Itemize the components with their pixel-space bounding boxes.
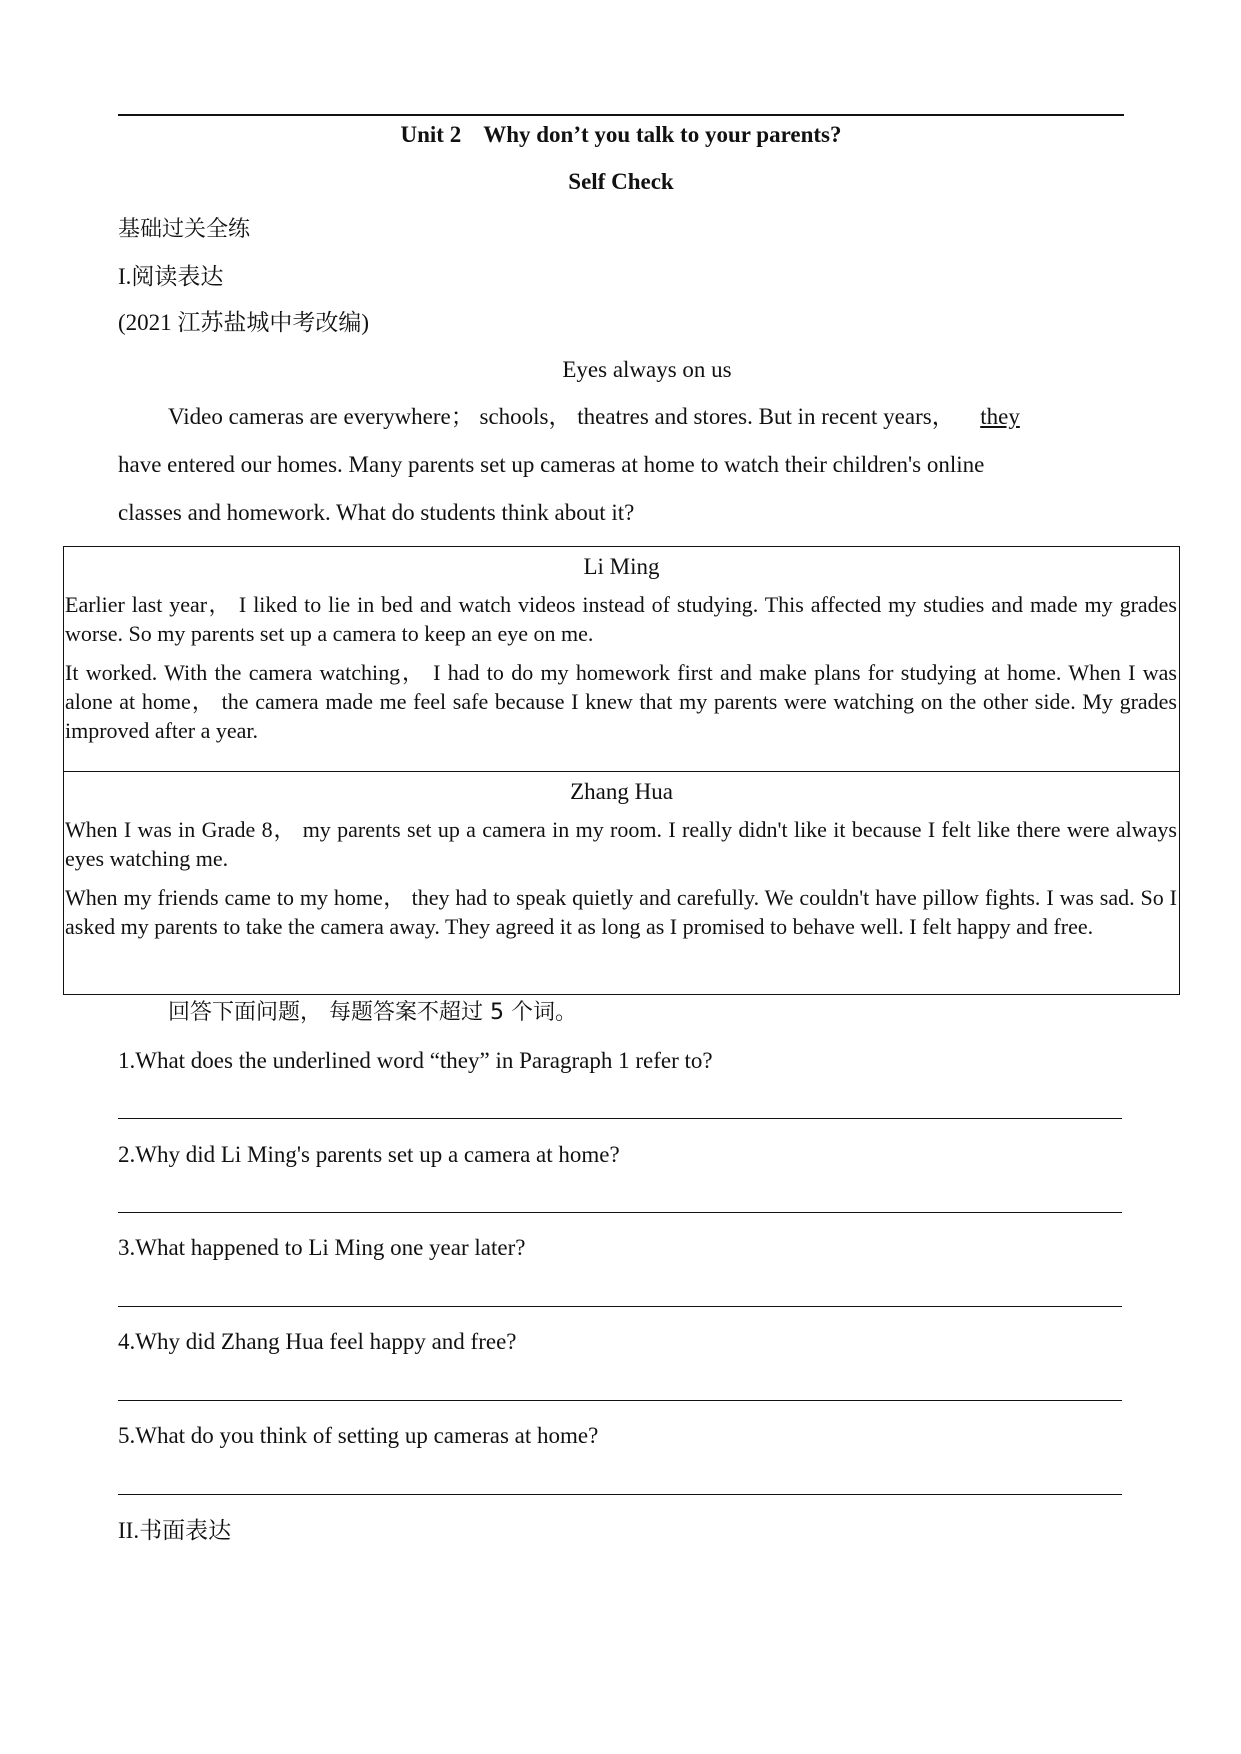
unit-number: Unit 2: [400, 122, 462, 147]
opinion-box-li-ming: [63, 546, 1180, 772]
question-3: 3.What happened to Li Ming one year later?: [118, 1235, 526, 1260]
unit-title: [118, 120, 1124, 150]
part1-label-text: I.阅读表达: [118, 264, 224, 289]
answer-line-3[interactable]: [118, 1306, 1122, 1307]
opinion-paragraph: Earlier last year， I liked to lie in bed and watch videos instead of studying. This affected my studies and made my grades worse. So my parents set up a camera to keep an eye on me.: [65, 592, 1177, 646]
question-2: 2.Why did Li Ming's parents set up a camera at home?: [118, 1142, 620, 1167]
section-label: 基础过关全练: [118, 217, 251, 242]
header-rule: [118, 114, 1124, 116]
part2-label: II.书面表达: [118, 1518, 232, 1543]
intro-text: Video cameras are everywhere； schools， theatres and stores. But in recent years，: [168, 404, 955, 429]
answer-line-4[interactable]: [118, 1400, 1122, 1401]
question-instruction: 回答下面问题， 每题答案不超过 5 个词。: [168, 1000, 577, 1025]
answer-line-2[interactable]: [118, 1212, 1122, 1213]
answer-line-5[interactable]: [118, 1494, 1122, 1495]
source-note: (2021 江苏盐城中考改编): [118, 310, 370, 335]
underlined-word-they: they: [980, 404, 1020, 429]
part1-label: [118, 262, 223, 292]
answer-line-1[interactable]: [118, 1118, 1122, 1119]
question-1: 1.What does the underlined word “they” in Paragraph 1 refer to?: [118, 1048, 713, 1073]
question-5: 5.What do you think of setting up cameras at home?: [118, 1423, 599, 1448]
section-subtitle: Self Check: [568, 169, 674, 194]
opinion-paragraph: When I was in Grade 8， my parents set up a camera in my room. I really didn't like it because I felt like there were always eyes watching me.: [65, 817, 1177, 871]
opinion-box-zhang-hua: [63, 771, 1180, 995]
passage-intro-line-2: have entered our homes. Many parents set up cameras at home to watch their children's online: [118, 452, 985, 477]
passage-title: Eyes always on us: [562, 357, 732, 382]
opinion-name: Zhang Hua: [570, 779, 673, 804]
passage-intro-line-1: [168, 402, 1020, 432]
unit-question-title: Why don’t you talk to your parents?: [483, 122, 842, 147]
passage-intro-line-3: classes and homework. What do students think about it?: [118, 500, 635, 525]
opinion-paragraph: It worked. With the camera watching， I had to do my homework first and make plans for studying at home. When I was alone at home， the camera made me feel safe because I knew that my parents were watching on the other side. My grades improved after a year.: [65, 660, 1177, 743]
opinion-paragraph: When my friends came to my home， they had to speak quietly and carefully. We couldn't have pillow fights. I was sad. So I asked my parents to take the camera away. They agreed it as long as I promised to behave well. I felt happy and free.: [65, 885, 1177, 939]
question-4: 4.Why did Zhang Hua feel happy and free?: [118, 1329, 517, 1354]
opinion-name: Li Ming: [583, 554, 660, 579]
